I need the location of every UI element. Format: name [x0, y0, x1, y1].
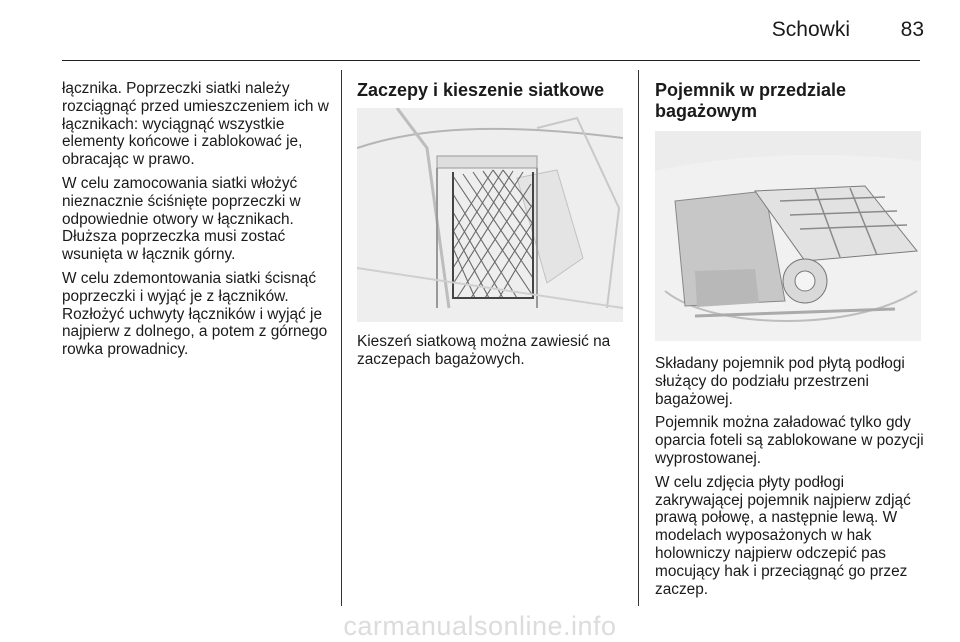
site-watermark: carmanualsonline.info — [343, 611, 617, 641]
cargo-net-illustration — [357, 108, 623, 322]
page-number: 83 — [900, 18, 924, 41]
image-caption: Kieszeń siatkową można zawiesić na zaczepach bagażowych. — [357, 333, 611, 368]
paragraph: Pojemnik można załadować tylko gdy oparcia foteli są zablokowane w pozycji wyprostowanej. — [655, 414, 924, 467]
header-rule — [62, 60, 920, 61]
paragraph: W celu zdjęcia płyty podłogi zakrywającej pojemnik najpierw zdjąć prawą połowę, a następnie lewą. W modelach wyposażonych w hak holowniczy najpierw odczepić pas mocujący hak i przeciągnąć go przez zaczep. — [655, 473, 911, 598]
section-heading: Zaczepy i kieszenie siatkowe — [357, 80, 605, 100]
storage-compartment-illustration — [655, 131, 921, 341]
column-right-text — [655, 355, 927, 604]
column-middle — [357, 80, 629, 101]
column-divider-1 — [341, 70, 342, 606]
image-caption-block — [357, 333, 633, 375]
section-heading: Pojemnik w przedziale bagażowym — [655, 80, 847, 121]
column-right-heading — [655, 80, 925, 122]
column-divider-2 — [638, 70, 639, 606]
column-left — [62, 80, 334, 365]
paragraph: W celu zamocowania siatki włożyć nieznacznie ściśnięte poprzeczki w odpowiednie otwory w łącznikach. Dłuższa poprzeczka musi zostać wsunięta w łącznik górny. — [62, 174, 301, 264]
paragraph: Składany pojemnik pod płytą podłogi służący do podziału przestrzeni bagażowej. — [655, 355, 905, 408]
storage-compartment-drawing — [655, 131, 921, 341]
page-title: Schowki — [771, 18, 850, 41]
paragraph: łącznika. Poprzeczki siatki należy rozciągnąć przed umieszczeniem ich w łącznikach: wyciągnąć wszystkie elementy końcowe i zablokować je, obracając w prawo. — [62, 80, 329, 169]
paragraph: W celu zdemontowania siatki ścisnąć poprzeczki i wyjąć je z łączników. Rozłożyć uchwyty łączników i wyjąć je najpierw z dolnego, a potem z górnego rowka prowadnicy. — [62, 269, 328, 359]
cargo-net-drawing — [357, 108, 623, 322]
